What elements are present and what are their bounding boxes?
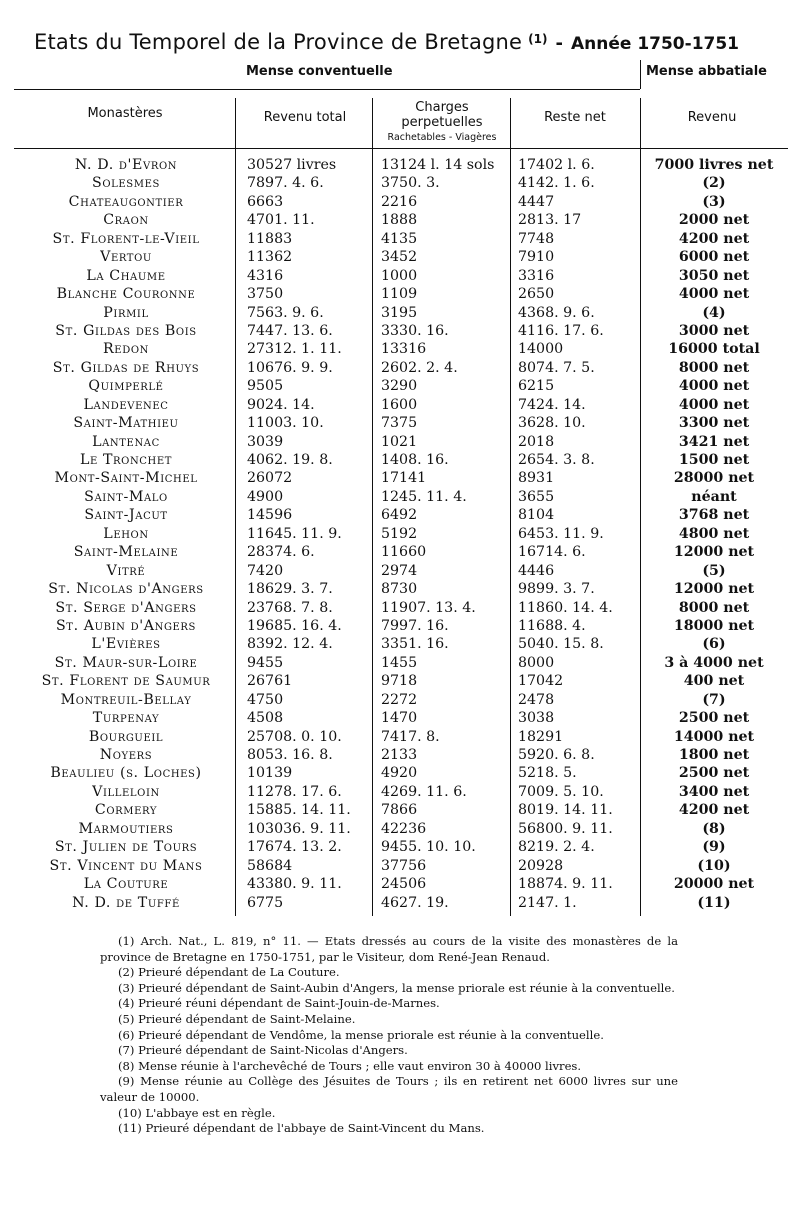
- revenu-total-cell: 27312. 1. 11.: [247, 341, 342, 358]
- header-mense-conventuelle: Mense conventuelle: [246, 64, 393, 79]
- monastery-name: St. Serge d'Angers: [55, 599, 197, 616]
- charges-cell: 7866: [381, 802, 418, 819]
- reste-net-cell: 5218. 5.: [518, 765, 577, 782]
- revenu-total-cell: 28374. 6.: [247, 544, 315, 561]
- charges-cell: 2974: [381, 562, 418, 579]
- revenu-total-cell: 17674. 13. 2.: [247, 839, 342, 856]
- footnote: (5) Prieuré dépendant de Saint-Melaine.: [118, 1011, 356, 1026]
- charges-cell: 8730: [381, 581, 418, 598]
- table-row: [0, 433, 800, 451]
- reste-net-cell: 18291: [518, 728, 564, 745]
- table-row: [0, 894, 800, 912]
- revenu-total-cell: 19685. 16. 4.: [247, 617, 342, 634]
- revenu-total-cell: 4062. 19. 8.: [247, 452, 333, 468]
- reste-net-cell: 6215: [518, 378, 555, 395]
- table-row: [0, 838, 800, 856]
- abbatiale-revenu-cell: (9): [702, 839, 726, 856]
- col-header-charges-label: Charges perpetuelles: [401, 100, 483, 130]
- revenu-total-cell: 11362: [247, 249, 293, 266]
- reste-net-cell: 4116. 17. 6.: [518, 322, 604, 339]
- charges-cell: 1888: [381, 212, 418, 229]
- table-row: [0, 506, 800, 524]
- header-rule-bottom: [14, 148, 788, 149]
- reste-net-cell: 20928: [518, 857, 564, 874]
- table-row: [0, 156, 800, 174]
- abbatiale-revenu-cell: 4000 net: [678, 396, 750, 413]
- reste-net-cell: 8104: [518, 507, 555, 524]
- abbatiale-revenu-cell: 8000 net: [678, 359, 750, 376]
- col-header-monasteres: Monastères: [87, 106, 163, 121]
- reste-net-cell: 4446: [518, 562, 555, 579]
- revenu-total-cell: 3039: [247, 433, 284, 450]
- abbatiale-revenu-cell: (2): [702, 175, 726, 192]
- monastery-name: Quimperlé: [88, 378, 164, 395]
- abbatiale-revenu-cell: 400 net: [683, 673, 745, 690]
- table-row: [0, 525, 800, 543]
- monastery-name: Landevenec: [83, 396, 169, 413]
- monastery-name: St. Nicolas d'Angers: [48, 581, 204, 598]
- abbatiale-revenu-cell: 7000 livres net: [654, 157, 774, 173]
- monastery-name: L'Evières: [91, 636, 161, 653]
- table-row: [0, 174, 800, 192]
- reste-net-cell: 7748: [518, 230, 555, 247]
- table-row: [0, 746, 800, 764]
- abbatiale-revenu-cell: 4200 net: [678, 230, 750, 247]
- footnote: (11) Prieuré dépendant de l'abbaye de Saint-Vincent du Mans.: [118, 1121, 485, 1136]
- monastery-name: St. Gildas de Rhuys: [52, 359, 200, 376]
- table-row: [0, 543, 800, 561]
- reste-net-cell: 3316: [518, 267, 555, 284]
- monastery-name: N. D. de Tuffé: [72, 894, 180, 911]
- abbatiale-revenu-cell: 3421 net: [678, 433, 750, 450]
- table-row: [0, 414, 800, 432]
- charges-cell: 6492: [381, 507, 418, 524]
- charges-cell: 3750. 3.: [381, 175, 440, 192]
- charges-cell: 1408. 16.: [381, 452, 449, 468]
- revenu-total-cell: 7447. 13. 6.: [247, 322, 333, 339]
- monastery-name: St. Maur-sur-Loire: [54, 654, 198, 671]
- monastery-name: Blanche Couronne: [56, 286, 196, 303]
- revenu-total-cell: 9024. 14.: [247, 396, 315, 413]
- monastery-name: N. D. d'Evron: [74, 157, 178, 173]
- revenu-total-cell: 11003. 10.: [247, 415, 324, 432]
- table-row: [0, 285, 800, 303]
- reste-net-cell: 5040. 15. 8.: [518, 636, 604, 653]
- title-footnote-ref: (1): [528, 31, 548, 46]
- reste-net-cell: 8074. 7. 5.: [518, 359, 595, 376]
- table-row: [0, 635, 800, 653]
- monastery-name: La Couture: [83, 876, 169, 893]
- charges-cell: 9718: [381, 673, 418, 690]
- charges-cell: 4920: [381, 765, 418, 782]
- abbatiale-revenu-cell: 4200 net: [678, 802, 750, 819]
- monastery-name: Saint-Melaine: [73, 544, 179, 561]
- revenu-total-cell: 7563. 9. 6.: [247, 304, 324, 321]
- reste-net-cell: 8931: [518, 470, 555, 487]
- abbatiale-revenu-cell: 16000 total: [668, 341, 760, 358]
- footnote: (8) Mense réunie à l'archevêché de Tours ; elle vaut environ 30 à 40000 livres.: [118, 1058, 582, 1073]
- reste-net-cell: 4447: [518, 193, 555, 210]
- monastery-name: Bourgueil: [88, 728, 164, 745]
- charges-cell: 4627. 19.: [381, 894, 449, 911]
- abbatiale-revenu-cell: 18000 net: [673, 617, 755, 634]
- monastery-name: Redon: [103, 341, 149, 358]
- abbatiale-revenu-cell: 4000 net: [678, 286, 750, 303]
- charges-cell: 13124 l. 14 sols: [381, 157, 495, 173]
- table-row: [0, 211, 800, 229]
- reste-net-cell: 4142. 1. 6.: [518, 175, 595, 192]
- abbatiale-revenu-cell: (6): [702, 636, 726, 653]
- reste-net-cell: 56800. 9. 11.: [518, 820, 613, 837]
- charges-cell: 1470: [381, 710, 418, 727]
- table-row: [0, 691, 800, 709]
- abbatiale-revenu-cell: 12000 net: [673, 581, 755, 598]
- revenu-total-cell: 11645. 11. 9.: [247, 525, 342, 542]
- col-header-charges-sub: Rachetables - Viagères: [387, 132, 497, 143]
- table-row: [0, 193, 800, 211]
- revenu-total-cell: 4900: [247, 488, 284, 505]
- monastery-name: St. Vincent du Mans: [49, 857, 203, 874]
- charges-cell: 1600: [381, 396, 418, 413]
- reste-net-cell: 7009. 5. 10.: [518, 783, 604, 800]
- footnote: (7) Prieuré dépendant de Saint-Nicolas d'Angers.: [118, 1043, 408, 1058]
- revenu-total-cell: 9505: [247, 378, 284, 395]
- reste-net-cell: 2147. 1.: [518, 894, 577, 911]
- revenu-total-cell: 18629. 3. 7.: [247, 581, 333, 598]
- table-row: [0, 672, 800, 690]
- reste-net-cell: 2478: [518, 691, 555, 708]
- table-row: [0, 267, 800, 285]
- revenu-total-cell: 25708. 0. 10.: [247, 728, 342, 745]
- reste-net-cell: 16714. 6.: [518, 544, 586, 561]
- reste-net-cell: 9899. 3. 7.: [518, 581, 595, 598]
- charges-cell: 1021: [381, 433, 418, 450]
- revenu-total-cell: 26761: [247, 673, 293, 690]
- abbatiale-revenu-cell: 14000 net: [673, 728, 755, 745]
- revenu-total-cell: 8392. 12. 4.: [247, 636, 333, 653]
- abbatiale-revenu-cell: (8): [702, 820, 726, 837]
- charges-cell: 11907. 13. 4.: [381, 599, 476, 616]
- table-row: [0, 322, 800, 340]
- revenu-total-cell: 103036. 9. 11.: [247, 820, 351, 837]
- abbatiale-revenu-cell: (10): [697, 857, 731, 874]
- revenu-total-cell: 11278. 17. 6.: [247, 783, 342, 800]
- monastery-name: Pirmil: [103, 304, 149, 321]
- charges-cell: 1109: [381, 286, 418, 303]
- reste-net-cell: 8019. 14. 11.: [518, 802, 613, 819]
- abbatiale-revenu-cell: 3768 net: [678, 507, 750, 524]
- table-row: [0, 580, 800, 598]
- charges-cell: 24506: [381, 876, 427, 893]
- monastery-name: Craon: [103, 212, 149, 229]
- charges-cell: 42236: [381, 820, 427, 837]
- abbatiale-revenu-cell: 3400 net: [678, 783, 750, 800]
- footnote: (3) Prieuré dépendant de Saint-Aubin d'Angers, la mense priorale est réunie à la conventuelle.: [118, 980, 675, 995]
- table-row: [0, 617, 800, 635]
- revenu-total-cell: 6775: [247, 894, 284, 911]
- reste-net-cell: 2018: [518, 433, 555, 450]
- reste-net-cell: 2813. 17: [518, 212, 582, 229]
- monastery-name: Noyers: [99, 747, 153, 763]
- charges-cell: 3330. 16.: [381, 322, 449, 339]
- abbatiale-revenu-cell: 2500 net: [678, 710, 750, 727]
- charges-cell: 3195: [381, 304, 418, 321]
- col-header-reste-net: Reste net: [544, 110, 606, 125]
- revenu-total-cell: 7420: [247, 562, 284, 579]
- revenu-total-cell: 4316: [247, 267, 284, 284]
- revenu-total-cell: 10139: [247, 765, 293, 782]
- monastery-name: Marmoutiers: [78, 820, 174, 837]
- reste-net-cell: 5920. 6. 8.: [518, 747, 595, 763]
- charges-cell: 1455: [381, 654, 418, 671]
- charges-cell: 4135: [381, 230, 418, 247]
- monastery-name: Turpenay: [92, 710, 160, 727]
- footnote: (10) L'abbaye est en règle.: [118, 1105, 276, 1120]
- revenu-total-cell: 9455: [247, 654, 284, 671]
- abbatiale-revenu-cell: 6000 net: [678, 249, 750, 266]
- abbatiale-revenu-cell: 3300 net: [678, 415, 750, 432]
- reste-net-cell: 2654. 3. 8.: [518, 452, 595, 468]
- table-row: [0, 359, 800, 377]
- reste-net-cell: 7424. 14.: [518, 396, 586, 413]
- charges-cell: 37756: [381, 857, 427, 874]
- table-row: [0, 304, 800, 322]
- table-row: [0, 801, 800, 819]
- abbatiale-revenu-cell: (11): [697, 894, 731, 911]
- revenu-total-cell: 11883: [247, 230, 293, 247]
- charges-cell: 2272: [381, 691, 418, 708]
- monastery-name: Villeloin: [92, 783, 160, 800]
- monastery-name: St. Aubin d'Angers: [55, 617, 197, 634]
- abbatiale-revenu-cell: 1800 net: [678, 747, 750, 763]
- charges-cell: 7417. 8.: [381, 728, 440, 745]
- monastery-name: Lantenac: [92, 433, 160, 450]
- footnote: (1) Arch. Nat., L. 819, n° 11. — Etats dressés au cours de la visite des monastères de la province de Bretagne en 1750-1751, par le Visiteur, dom René-Jean Renaud.: [100, 934, 678, 964]
- table-row: [0, 340, 800, 358]
- monastery-name: St. Gildas des Bois: [55, 322, 197, 339]
- abbatiale-revenu-cell: 4800 net: [678, 525, 750, 542]
- revenu-total-cell: 43380. 9. 11.: [247, 876, 342, 893]
- revenu-total-cell: 4508: [247, 710, 284, 727]
- monastery-name: Saint-Malo: [84, 488, 168, 505]
- charges-cell: 1000: [381, 267, 418, 284]
- reste-net-cell: 8219. 2. 4.: [518, 839, 595, 856]
- charges-cell: 5192: [381, 525, 418, 542]
- charges-cell: 11660: [381, 544, 427, 561]
- monastery-name: Chateaugontier: [68, 193, 184, 210]
- charges-cell: 1245. 11. 4.: [381, 488, 467, 505]
- reste-net-cell: 8000: [518, 654, 555, 671]
- abbatiale-revenu-cell: 8000 net: [678, 599, 750, 616]
- reste-net-cell: 6453. 11. 9.: [518, 525, 604, 542]
- abbatiale-revenu-cell: 4000 net: [678, 378, 750, 395]
- revenu-total-cell: 14596: [247, 507, 293, 524]
- reste-net-cell: 18874. 9. 11.: [518, 876, 613, 893]
- reste-net-cell: 11688. 4.: [518, 617, 586, 634]
- table-row: [0, 857, 800, 875]
- title-main: Etats du Temporel de la Province de Bretagne: [34, 30, 523, 54]
- title-year: Année 1750-1751: [570, 34, 740, 54]
- charges-cell: 7375: [381, 415, 418, 432]
- abbatiale-revenu-cell: 3050 net: [678, 267, 750, 284]
- monastery-name: St. Julien de Tours: [54, 839, 198, 856]
- revenu-total-cell: 30527 livres: [247, 157, 337, 173]
- table-row: [0, 562, 800, 580]
- monastery-name: Montreuil-Bellay: [60, 691, 192, 708]
- reste-net-cell: 14000: [518, 341, 564, 358]
- abbatiale-revenu-cell: 20000 net: [673, 876, 755, 893]
- revenu-total-cell: 6663: [247, 193, 284, 210]
- title-dash: -: [555, 33, 563, 54]
- abbatiale-revenu-cell: (3): [702, 193, 726, 210]
- charges-cell: 2216: [381, 193, 418, 210]
- col-header-revenu: Revenu: [687, 110, 737, 125]
- col-header-revenu-total: Revenu total: [263, 110, 347, 125]
- abbatiale-separator-top: [640, 60, 641, 89]
- reste-net-cell: 3628. 10.: [518, 415, 586, 432]
- col-header-charges: [374, 100, 510, 143]
- monastery-table: [0, 156, 800, 912]
- table-row: [0, 764, 800, 782]
- abbatiale-revenu-cell: 28000 net: [673, 470, 755, 487]
- charges-cell: 3290: [381, 378, 418, 395]
- table-row: [0, 377, 800, 395]
- table-row: [0, 654, 800, 672]
- monastery-name: Mont-Saint-Michel: [54, 470, 198, 487]
- header-mense-abbatiale: Mense abbatiale: [646, 64, 767, 79]
- charges-cell: 2133: [381, 747, 418, 763]
- table-row: [0, 469, 800, 487]
- charges-cell: 4269. 11. 6.: [381, 783, 467, 800]
- reste-net-cell: 2650: [518, 286, 555, 303]
- table-row: [0, 451, 800, 469]
- abbatiale-revenu-cell: 1500 net: [678, 452, 750, 468]
- table-row: [0, 599, 800, 617]
- abbatiale-revenu-cell: 2000 net: [678, 212, 750, 229]
- charges-cell: 3452: [381, 249, 418, 266]
- revenu-total-cell: 7897. 4. 6.: [247, 175, 324, 192]
- monastery-name: St. Florent-le-Vieil: [52, 230, 200, 247]
- abbatiale-revenu-cell: 3 à 4000 net: [664, 654, 764, 671]
- monastery-name: La Chaume: [86, 267, 166, 284]
- footnote: (2) Prieuré dépendant de La Couture.: [118, 965, 340, 980]
- table-row: [0, 783, 800, 801]
- monastery-name: St. Florent de Saumur: [41, 673, 211, 690]
- revenu-total-cell: 4750: [247, 691, 284, 708]
- revenu-total-cell: 8053. 16. 8.: [247, 747, 333, 763]
- abbatiale-revenu-cell: (7): [702, 691, 726, 708]
- abbatiale-revenu-cell: 12000 net: [673, 544, 755, 561]
- abbatiale-revenu-cell: 2500 net: [678, 765, 750, 782]
- reste-net-cell: 4368. 9. 6.: [518, 304, 595, 321]
- charges-cell: 2602. 2. 4.: [381, 359, 458, 376]
- page-title: [34, 30, 794, 60]
- table-row: [0, 396, 800, 414]
- charges-cell: 7997. 16.: [381, 617, 449, 634]
- monastery-name: Solesmes: [92, 175, 160, 192]
- monastery-name: Vertou: [100, 249, 152, 266]
- charges-cell: 17141: [381, 470, 427, 487]
- revenu-total-cell: 3750: [247, 286, 284, 303]
- reste-net-cell: 17402 l. 6.: [518, 157, 595, 173]
- table-row: [0, 248, 800, 266]
- footnote: (6) Prieuré dépendant de Vendôme, la mense priorale est réunie à la conventuelle.: [118, 1027, 604, 1042]
- table-row: [0, 709, 800, 727]
- monastery-name: Vitré: [106, 562, 146, 579]
- charges-cell: 13316: [381, 341, 427, 358]
- reste-net-cell: 3655: [518, 488, 555, 505]
- footnotes: [100, 934, 678, 1137]
- revenu-total-cell: 15885. 14. 11.: [247, 802, 351, 819]
- reste-net-cell: 17042: [518, 673, 564, 690]
- table-row: [0, 820, 800, 838]
- monastery-name: Beaulieu (s. Loches): [50, 765, 202, 782]
- charges-cell: 9455. 10. 10.: [381, 839, 476, 856]
- reste-net-cell: 7910: [518, 249, 555, 266]
- monastery-name: Le Tronchet: [79, 452, 173, 468]
- revenu-total-cell: 4701. 11.: [247, 212, 315, 229]
- table-row: [0, 875, 800, 893]
- footnote: (9) Mense réunie au Collège des Jésuites de Tours ; ils en retirent net 6000 livres sur une valeur de 10000.: [100, 1074, 678, 1104]
- header-rule-top: [14, 89, 640, 90]
- abbatiale-revenu-cell: 3000 net: [678, 322, 750, 339]
- monastery-name: Saint-Jacut: [84, 507, 168, 524]
- revenu-total-cell: 26072: [247, 470, 293, 487]
- table-row: [0, 230, 800, 248]
- revenu-total-cell: 10676. 9. 9.: [247, 359, 333, 376]
- abbatiale-revenu-cell: (4): [702, 304, 726, 321]
- revenu-total-cell: 23768. 7. 8.: [247, 599, 333, 616]
- table-row: [0, 488, 800, 506]
- reste-net-cell: 3038: [518, 710, 555, 727]
- abbatiale-revenu-cell: (5): [702, 562, 726, 579]
- monastery-name: Saint-Mathieu: [73, 415, 179, 432]
- charges-cell: 3351. 16.: [381, 636, 449, 653]
- table-row: [0, 728, 800, 746]
- revenu-total-cell: 58684: [247, 857, 293, 874]
- reste-net-cell: 11860. 14. 4.: [518, 599, 613, 616]
- abbatiale-revenu-cell: néant: [691, 488, 737, 505]
- monastery-name: Cormery: [94, 802, 158, 819]
- footnote: (4) Prieuré réuni dépendant de Saint-Jouin-de-Marnes.: [118, 996, 440, 1011]
- monastery-name: Lehon: [103, 525, 149, 542]
